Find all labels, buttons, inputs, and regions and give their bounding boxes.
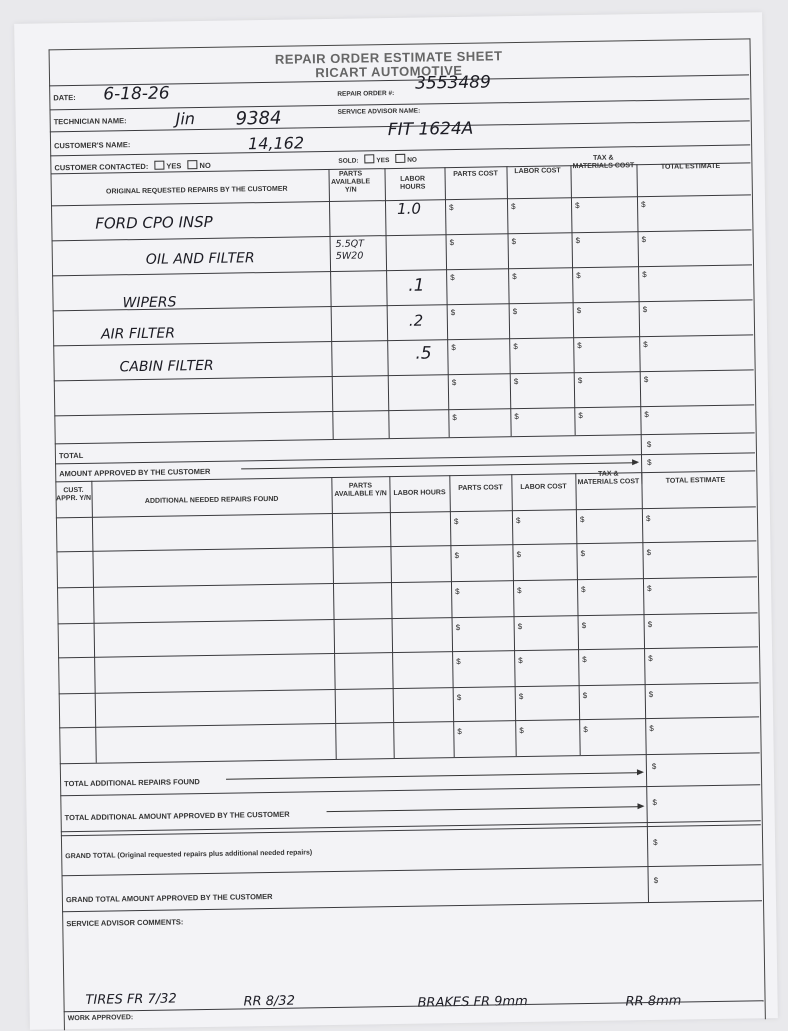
- contacted-yes-text: YES: [166, 161, 182, 171]
- col-cust-appr: CUST. APPR. Y/N: [56, 486, 92, 503]
- dollar-sign: $: [450, 308, 456, 318]
- dollar-sign: $: [513, 342, 518, 352]
- dollar-sign: $: [576, 271, 581, 281]
- dollar-sign: $: [648, 689, 654, 700]
- dollar-sign: $: [455, 587, 460, 597]
- col-tax-materials: TAX & MATERIALS COST: [572, 154, 635, 171]
- repair-item[interactable]: OIL AND FILTER: [145, 250, 255, 268]
- sold-yes-checkbox[interactable]: [364, 154, 374, 163]
- dollar-sign: $: [641, 235, 647, 245]
- approved-dollar: $: [647, 457, 652, 468]
- dollar-sign: $: [449, 238, 455, 248]
- comments-label: SERVICE ADVISOR COMMENTS:: [66, 917, 184, 929]
- grand-approved-label: GRAND TOTAL AMOUNT APPROVED BY THE CUSTOMER: [65, 891, 273, 905]
- sold-no-checkbox[interactable]: [395, 154, 405, 163]
- labor-hours-value[interactable]: .2: [408, 311, 424, 330]
- dollar-sign: $: [449, 203, 454, 213]
- sold-no-text: NO: [407, 156, 418, 164]
- dollar-sign: $: [515, 516, 521, 526]
- dollar-sign: $: [452, 413, 457, 423]
- total-additional-found-label: TOTAL ADDITIONAL REPAIRS FOUND: [64, 777, 200, 789]
- dollar-sign: $: [513, 377, 519, 387]
- dollar-sign: $: [514, 412, 519, 422]
- col-labor-cost: LABOR COST: [514, 167, 561, 176]
- dollar-sign: $: [457, 726, 462, 737]
- dollar-sign: $: [519, 726, 524, 736]
- dollar-sign: $: [642, 305, 648, 315]
- contacted-no-checkbox[interactable]: [187, 160, 197, 169]
- repair-order-value[interactable]: 3553489: [414, 72, 491, 94]
- repair-item[interactable]: WIPERS: [122, 294, 177, 312]
- service-advisor-label: SERVICE ADVISOR NAME:: [337, 107, 421, 116]
- technician-label: TECHNICIAN NAME:: [53, 116, 127, 127]
- dollar-sign: $: [451, 343, 456, 353]
- dollar-sign: $: [648, 653, 653, 664]
- dollar-sign: $: [581, 585, 586, 595]
- contacted-yes-checkbox[interactable]: [154, 161, 164, 170]
- total-dollar: $: [646, 439, 652, 450]
- customer-value[interactable]: 14,162: [247, 133, 305, 154]
- parts-available-value[interactable]: 5.5QT 5W20: [335, 238, 365, 262]
- col-parts-available: PARTS AVAILABLE Y/N: [331, 170, 371, 194]
- grand-total-dollar: $: [653, 837, 658, 848]
- col-parts-available: PARTS AVAILABLE Y/N: [334, 482, 387, 498]
- sold-label: [338, 154, 417, 165]
- dollar-sign: $: [649, 723, 654, 734]
- dollar-sign: $: [582, 691, 588, 701]
- dollar-sign: $: [518, 692, 524, 702]
- repair-order-label: REPAIR ORDER #:: [337, 89, 395, 98]
- dollar-sign: $: [644, 410, 649, 420]
- contacted-text: CUSTOMER CONTACTED:: [54, 161, 149, 173]
- dollar-sign: $: [643, 340, 648, 350]
- additional-approved-dollar: $: [652, 797, 657, 808]
- dollar-sign: $: [581, 621, 587, 631]
- dollar-sign: $: [578, 411, 583, 421]
- dollar-sign: $: [640, 200, 646, 210]
- dollar-sign: $: [451, 378, 457, 388]
- grand-total-label: GRAND TOTAL (Original requested repairs plus additional needed repairs): [65, 849, 313, 861]
- customer-label: CUSTOMER'S NAME:: [53, 140, 131, 151]
- brakes-front-note[interactable]: BRAKES FR 9mm: [417, 993, 528, 1011]
- dollar-sign: $: [511, 237, 517, 247]
- form-title: REPAIR ORDER ESTIMATE SHEET: [274, 48, 503, 67]
- date-value[interactable]: 6-18-26: [103, 83, 170, 105]
- dollar-sign: $: [645, 514, 651, 524]
- dollar-sign: $: [643, 375, 649, 385]
- repair-item[interactable]: CABIN FILTER: [119, 357, 214, 376]
- labor-hours-value[interactable]: 1.0: [396, 199, 422, 218]
- company-name: RICART AUTOMOTIVE: [315, 62, 463, 81]
- total-additional-approved-label: TOTAL ADDITIONAL AMOUNT APPROVED BY THE CUSTOMER: [64, 809, 290, 823]
- dollar-sign: $: [511, 202, 516, 212]
- labor-hours-value[interactable]: .5: [415, 343, 432, 364]
- sold-text: SOLD:: [338, 157, 359, 165]
- col-tax-materials: TAX & MATERIALS COST: [577, 470, 640, 487]
- contacted-no-text: NO: [199, 160, 211, 171]
- date-label: DATE:: [53, 92, 76, 103]
- additional-found-dollar: $: [651, 761, 657, 772]
- col-parts-cost: PARTS COST: [453, 170, 498, 179]
- dollar-sign: $: [454, 551, 460, 561]
- grand-approved-dollar: $: [653, 875, 659, 885]
- dollar-sign: $: [642, 270, 647, 280]
- dollar-sign: $: [580, 549, 586, 559]
- technician-value[interactable]: Jin: [175, 109, 196, 129]
- sold-yes-text: YES: [376, 157, 390, 165]
- dollar-sign: $: [577, 376, 583, 386]
- dollar-sign: $: [582, 655, 587, 665]
- dollar-sign: $: [647, 619, 653, 630]
- estimate-sheet: [14, 12, 778, 1030]
- dollar-sign: $: [583, 725, 588, 735]
- dollar-sign: $: [455, 623, 461, 633]
- dollar-sign: $: [517, 586, 522, 596]
- dollar-sign: $: [647, 583, 652, 594]
- vehicle-value[interactable]: FIT 1624A: [387, 118, 474, 141]
- repair-item[interactable]: AIR FILTER: [100, 325, 176, 343]
- col-total-estimate: TOTAL ESTIMATE: [665, 476, 726, 485]
- col-additional-repairs: ADDITIONAL NEEDED REPAIRS FOUND: [144, 495, 279, 505]
- dollar-sign: $: [517, 622, 523, 632]
- brakes-rear-note[interactable]: RR 8mm: [625, 993, 682, 1010]
- col-total-estimate: TOTAL ESTIMATE: [660, 162, 721, 171]
- dollar-sign: $: [518, 656, 523, 666]
- dollar-sign: $: [574, 201, 580, 211]
- dollar-sign: $: [577, 341, 582, 351]
- dollar-sign: $: [453, 517, 459, 527]
- dollar-sign: $: [516, 550, 522, 560]
- technician-number[interactable]: 9384: [235, 107, 282, 130]
- dollar-sign: $: [646, 547, 652, 558]
- col-labor-hours: LABOR HOURS: [393, 489, 446, 498]
- dollar-sign: $: [456, 657, 461, 667]
- dollar-sign: $: [512, 272, 517, 282]
- col-labor-hours: LABOR HOURS: [400, 175, 426, 191]
- total-label: TOTAL: [58, 450, 84, 461]
- dollar-sign: $: [450, 273, 455, 283]
- col-repairs: ORIGINAL REQUESTED REPAIRS BY THE CUSTOMER: [105, 185, 288, 196]
- dollar-sign: $: [576, 306, 582, 316]
- repair-item[interactable]: FORD CPO INSP: [95, 212, 213, 233]
- work-approved-label: WORK APPROVED:: [67, 1014, 134, 1023]
- dollar-sign: $: [512, 307, 518, 317]
- tires-rear-note[interactable]: RR 8/32: [243, 993, 296, 1010]
- dollar-sign: $: [579, 515, 585, 525]
- dollar-sign: $: [456, 692, 462, 703]
- dollar-sign: $: [575, 236, 581, 246]
- labor-hours-value[interactable]: .1: [408, 275, 425, 296]
- col-labor-cost: LABOR COST: [520, 483, 567, 492]
- col-parts-cost: PARTS COST: [458, 484, 503, 493]
- tires-front-note[interactable]: TIRES FR 7/32: [85, 991, 177, 1008]
- amount-approved-label: AMOUNT APPROVED BY THE CUSTOMER: [59, 466, 211, 479]
